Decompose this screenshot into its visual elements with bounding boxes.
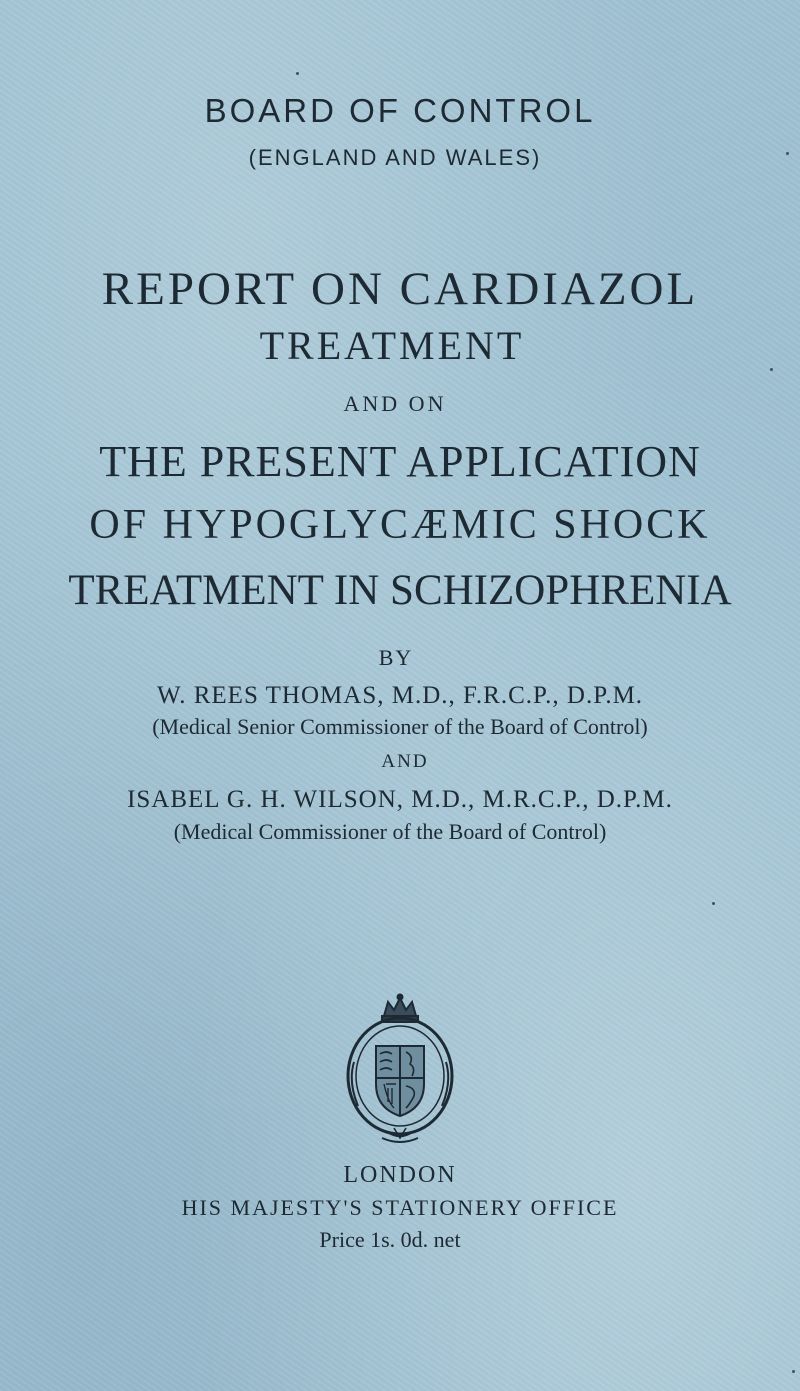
title-line-5: TREATMENT IN SCHIZOPHRENIA bbox=[68, 567, 732, 614]
title-line-1: REPORT ON CARDIAZOL bbox=[101, 263, 699, 315]
paper-speck bbox=[296, 72, 299, 75]
author-1-role: (Medical Senior Commissioner of the Board of Control) bbox=[152, 714, 648, 739]
royal-coat-of-arms-icon bbox=[340, 992, 460, 1144]
title-line-4: OF HYPOGLYCÆMIC SHOCK bbox=[89, 502, 711, 548]
title-connector: AND ON bbox=[343, 391, 447, 416]
author-1-name: W. REES THOMAS, M.D., F.R.C.P., D.P.M. bbox=[156, 682, 644, 709]
imprint-price: Price 1s. 0d. net bbox=[319, 1227, 461, 1252]
author-2-name: ISABEL G. H. WILSON, M.D., M.R.C.P., D.P.M. bbox=[127, 786, 673, 813]
author-2-role: (Medical Commissioner of the Board of Control) bbox=[173, 819, 607, 844]
issuing-body: BOARD OF CONTROL bbox=[204, 92, 596, 129]
by-label: BY bbox=[378, 645, 414, 670]
paper-speck bbox=[786, 152, 789, 155]
imprint-city: LONDON bbox=[343, 1162, 457, 1188]
paper-speck bbox=[770, 368, 773, 371]
title-line-3: THE PRESENT APPLICATION bbox=[99, 437, 701, 486]
imprint-publisher: HIS MAJESTY'S STATIONERY OFFICE bbox=[181, 1195, 619, 1220]
paper-speck bbox=[792, 1370, 795, 1373]
title-line-2: TREATMENT bbox=[259, 323, 525, 368]
paper-speck bbox=[712, 902, 715, 905]
issuing-region: (ENGLAND AND WALES) bbox=[248, 145, 542, 170]
and-label: AND bbox=[381, 751, 429, 772]
